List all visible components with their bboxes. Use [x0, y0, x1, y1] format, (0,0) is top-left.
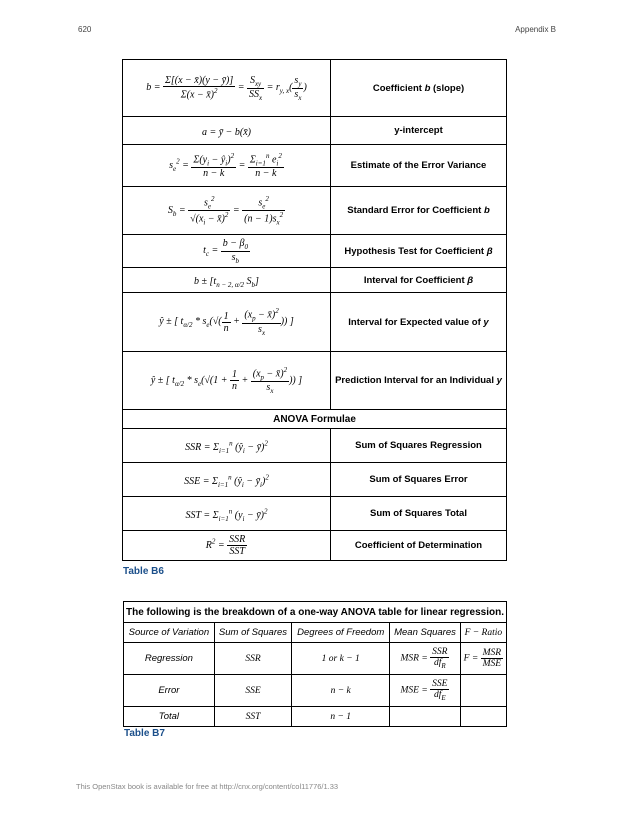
column-header: Sum of Squares — [214, 623, 291, 643]
formula-intercept: a = ȳ − b(x̄) — [201, 126, 252, 138]
column-header: Degrees of Freedom — [292, 623, 390, 643]
formula-ssr: SSR = $\Sigma_{i=1}^n$ ($ŷ_i$ − ȳ)$^2$ — [185, 439, 268, 455]
description-cell: Sum of Squares Error — [331, 463, 507, 497]
table-cell — [460, 707, 506, 727]
table-cell — [460, 675, 506, 707]
formula-cell — [123, 117, 331, 145]
footer-note: This OpenStax book is available for free at http://cnx.org/content/col11776/1.33 — [76, 782, 339, 791]
formula-cell — [123, 531, 331, 561]
description-cell: Sum of Squares Total — [331, 497, 507, 531]
table-row — [123, 352, 507, 410]
formula-table-b6 — [122, 59, 507, 561]
table-cell: n − 1 — [292, 707, 390, 727]
description-cell: Interval for Coefficient β — [331, 268, 507, 293]
description-cell: Estimate of the Error Variance — [331, 145, 507, 187]
table-cell: n − k — [292, 675, 390, 707]
description-cell: Hypothesis Test for Coefficient β — [331, 235, 507, 268]
description-cell: y-intercept — [331, 117, 507, 145]
description-cell: Sum of Squares Regression — [331, 429, 507, 463]
table-row — [124, 675, 507, 707]
table-cell: 1 or k − 1 — [292, 643, 390, 675]
table-row — [123, 145, 507, 187]
formula-cell — [123, 352, 331, 410]
table-row — [123, 235, 507, 268]
table-cell: Error — [124, 675, 215, 707]
table-row — [124, 707, 507, 727]
table-row — [123, 410, 507, 429]
anova-formulae-heading: ANOVA Formulae — [123, 410, 507, 429]
formula-cell — [123, 293, 331, 352]
table-cell: SST — [214, 707, 291, 727]
formula-cell — [123, 187, 331, 235]
table-row — [123, 531, 507, 561]
formula-cell — [123, 497, 331, 531]
page-number: 620 — [78, 25, 92, 34]
table-row — [123, 429, 507, 463]
table-row — [124, 643, 507, 675]
table-cell: SSR — [214, 643, 291, 675]
table-cell: SSE — [214, 675, 291, 707]
formula-interval-expected: ŷ ± [ $t_{\alpha/2} * s_e(√$( $\frac{1}{n}$ + $\frac{(x_p - x̄)^2}{s_x}$ )) ] — [159, 307, 294, 337]
table-cell: Regression — [124, 643, 215, 675]
table-row — [123, 497, 507, 531]
table-row — [123, 117, 507, 145]
table-b7-caption: Table B7 — [124, 728, 165, 739]
table-cell — [390, 707, 461, 727]
table-row — [123, 60, 507, 117]
formula-prediction-interval: ŷ ± [ $t_{\alpha/2} * s_e(√(1$ + $\frac{1}{n}$ + $\frac{(x_p - x̄)^2}{s_x}$ )) ] — [150, 365, 303, 396]
formula-sst: SST = $\Sigma_{i=1}^n$ ($y_i$ − ȳ)$^2$ — [185, 507, 268, 523]
anova-table-b7 — [123, 601, 507, 727]
table-cell: Total — [124, 707, 215, 727]
section-title: Appendix B — [515, 25, 556, 34]
formula-r-squared: $R^2$ = $\frac{\text{SSR}}{\text{SST}}$ — [205, 534, 246, 557]
formula-slope: b = $\frac{\Sigma[(x - x̄)(y - ȳ)]}{\Sigma(x - x̄)^2}$ = $\frac{S_{xy}}{SS_x}$ = $r_{y, x}$( $\frac{s_y}{s_x}$ ) — [146, 74, 307, 102]
table-title: The following is the breakdown of a one-way ANOVA table for linear regression. — [124, 602, 507, 623]
column-header: Source of Variation — [124, 623, 215, 643]
table-cell: F = $\frac{\text{MSR}}{\text{MSE}}$ — [460, 643, 506, 675]
formula-interval-b: $b \pm [t_{n - 2, \alpha/2}$ $S_b$] — [194, 276, 259, 289]
formula-hypothesis-test: $t_c$ = $\frac{b - \beta_0}{s_b}$ — [203, 237, 248, 265]
description-cell: Coefficient of Determination — [331, 531, 507, 561]
table-header-row — [124, 623, 507, 643]
table-b6-caption: Table B6 — [123, 566, 164, 577]
column-header: F − Ratio — [460, 623, 506, 643]
description-cell: Standard Error for Coefficient b — [331, 187, 507, 235]
formula-error-variance: $s_e^2$ = $\frac{\Sigma(y_i - ŷ_i)^2}{n - k}$ = $\frac{\Sigma_{i=1}^n e_i^2}{n - k}$ — [169, 151, 282, 180]
description-cell: Prediction Interval for an Individual y — [331, 352, 507, 410]
formula-cell — [123, 429, 331, 463]
table-row — [123, 293, 507, 352]
formula-cell — [123, 463, 331, 497]
table-row — [123, 187, 507, 235]
table-row — [123, 268, 507, 293]
table-cell: MSR = $\frac{\text{SSR}}{df_R}$ — [390, 643, 461, 675]
table-row — [123, 463, 507, 497]
table-cell: MSE = $\frac{\text{SSE}}{df_E}$ — [390, 675, 461, 707]
formula-sse: SSE = $\Sigma_{i=1}^n$ ($ŷ_i$ − $ȳ_i)^2$ — [184, 473, 269, 489]
formula-cell — [123, 235, 331, 268]
column-header: Mean Squares — [390, 623, 461, 643]
formula-cell — [123, 268, 331, 293]
table-row — [124, 602, 507, 623]
description-cell: Coefficient b (slope) — [331, 60, 507, 117]
formula-cell — [123, 145, 331, 187]
formula-std-error-b: $S_b$ = $\frac{s_e^2}{√(x_i - x̄)^2}$ = $\frac{s_e^2}{(n - 1)s_x^2}$ — [167, 194, 284, 227]
formula-cell — [123, 60, 331, 117]
description-cell: Interval for Expected value of y — [331, 293, 507, 352]
